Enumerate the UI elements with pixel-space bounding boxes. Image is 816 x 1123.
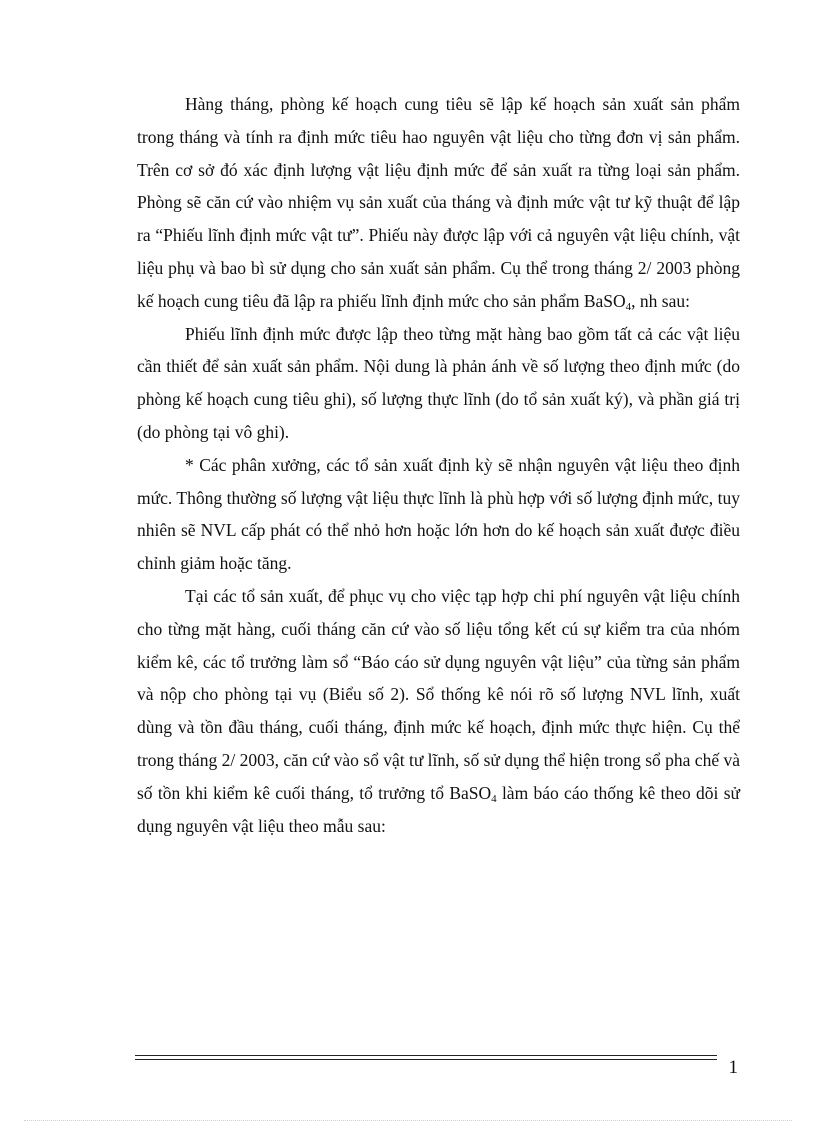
paragraph-planning <box>137 88 740 318</box>
paragraph-production-teams-tail: làm báo cáo thống kê theo dõi sử dụng nguyên vật liệu theo mẫu sau: <box>137 782 740 836</box>
paragraph-production-teams-text: Tại các tổ sản xuất, để phục vụ cho việc tạp hợp chi phí nguyên vật liệu chính cho từng mặt hàng, cuối tháng căn cứ vào số liệu tổng kết cú sự kiểm tra của nhóm kiểm kê, các tổ trưởng làm sổ “Báo cáo sử dụng nguyên vật liệu” của từng sản phẩm và nộp cho phòng tại vụ (Biểu số 2). Sổ thống kê nói rõ số lượng NVL lĩnh, xuất dùng và tồn đầu tháng, cuối tháng, định mức kế hoạch, định mức thực hiện. Cụ thể trong tháng 2/ 2003, căn cứ vào sổ vật tư lĩnh, số sử dụng thể hiện trong sổ pha chế và số tồn khi kiểm kê cuối tháng, tổ trưởng tổ BaSO <box>137 585 740 803</box>
page-number: 1 <box>728 1057 738 1078</box>
paragraph-planning-text: Hàng tháng, phòng kế hoạch cung tiêu sẽ lập kế hoạch sản xuất sản phẩm trong tháng và tính ra định mức tiêu hao nguyên vật liệu cho từng đơn vị sản phẩm. Trên cơ sở đó xác định lượng vật liệu định mức để sản xuất ra từng loại sản phẩm. Phòng sẽ căn cứ vào nhiệm vụ sản xuất của tháng và định mức vật tư kỹ thuật để lập ra “Phiếu lĩnh định mức vật tư”. Phiếu này được lập với cả nguyên vật liệu chính, vật liệu phụ và bao bì sử dụng cho sản xuất sản phẩm. Cụ thể trong tháng 2/ 2003 phòng kế hoạch cung tiêu đã lập ra phiếu lĩnh định mức cho sản phẩm BaSO <box>137 94 740 311</box>
page-edge-divider <box>24 1120 792 1121</box>
footer-double-rule <box>135 1055 717 1060</box>
paragraph-requisition-slip: Phiếu lĩnh định mức được lập theo từng mặt hàng bao gồm tất cả các vật liệu cần thiết để sản xuất sản phẩm. Nội dung là phản ánh về số lượng theo định mức (do phòng kế hoạch cung tiêu ghi), số lượng thực lĩnh (do tổ sản xuất ký), và phần giá trị (do phòng tại vô ghi). <box>137 323 740 442</box>
paragraph-production-teams <box>137 580 740 842</box>
subscript-4: 4 <box>625 300 632 313</box>
document-body <box>137 88 740 842</box>
paragraph-planning-tail: , nh sau: <box>631 290 690 311</box>
paragraph-workshops: * Các phân xưởng, các tổ sản xuất định kỳ sẽ nhận nguyên vật liệu theo định mức. Thông thường số lượng vật liệu thực lĩnh là phù hợp với số lượng định mức, tuy nhiên sẽ NVL cấp phát có thể nhỏ hơn hoặc lớn hơn do kế hoạch sản xuất được điều chỉnh giảm hoặc tăng. <box>137 454 740 574</box>
subscript-4: 4 <box>491 792 497 805</box>
